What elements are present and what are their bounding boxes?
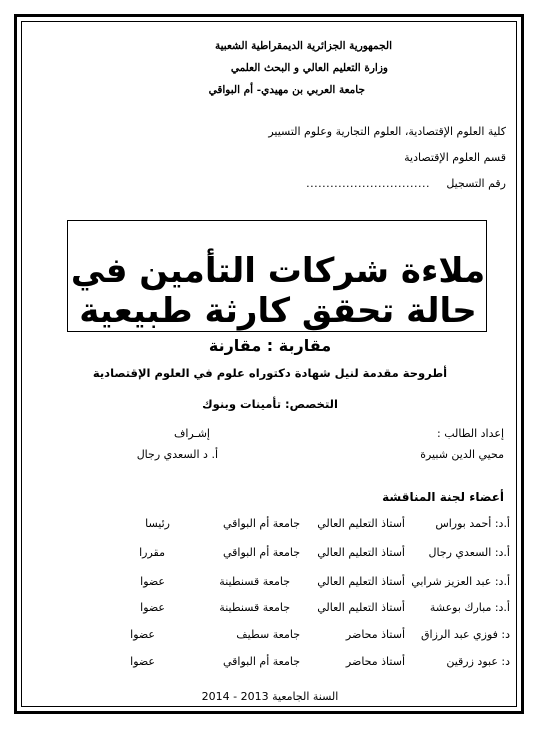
committee-row [70, 546, 510, 566]
supervisor-label: إشـراف [173, 427, 210, 440]
member-institution: جامعة أم البواقي [223, 655, 300, 668]
member-institution: جامعة قسنطينة [219, 601, 290, 614]
registration-label: رقم التسجيل [446, 177, 506, 190]
member-rank: أستاذ محاضر [345, 655, 405, 668]
member-name: أ.د: أحمد بوراس [435, 517, 510, 530]
committee-title: أعضاء لجنة المناقشة [382, 490, 504, 504]
member-role: عضوا [130, 628, 155, 641]
student-name: محيي الدين شبيرة [420, 448, 504, 461]
member-role: عضوا [140, 575, 165, 588]
member-name: أ.د: مبارك بوعشة [429, 601, 510, 614]
member-institution: جامعة أم البواقي [223, 546, 300, 559]
faculty-name: كلية العلوم الإقتصادية، العلوم التجارية وعلوم التسيير [268, 125, 506, 138]
member-name: د: فوزي عبد الرزاق [421, 628, 510, 641]
member-institution: جامعة قسنطينة [219, 575, 290, 588]
member-institution: جامعة سطيف [236, 628, 300, 641]
member-role: مقررا [139, 546, 165, 559]
department-name: قسم العلوم الإقتصادية [404, 151, 506, 164]
member-rank: أستاذ التعليم العالي [317, 517, 405, 530]
university-heading: جامعة العربي بن مهيدي- أم البواقي [208, 84, 365, 96]
committee-row [70, 601, 510, 621]
academic-year: السنة الجامعية 2013 - 2014 [201, 690, 339, 703]
member-rank: أستاذ التعليم العالي [317, 601, 405, 614]
committee-row [70, 655, 510, 675]
member-rank: أستاذ محاضر [345, 628, 405, 641]
title-box [67, 220, 487, 332]
registration-dots: ............................... [306, 177, 430, 190]
approach-subtitle: مقاربة : مقارنة [208, 336, 332, 355]
member-role: عضوا [130, 655, 155, 668]
committee-row [70, 517, 510, 537]
member-rank: أستاذ التعليم العالي [317, 575, 405, 588]
member-institution: جامعة أم البواقي [223, 517, 300, 530]
member-rank: أستاذ التعليم العالي [317, 546, 405, 559]
member-role: رئيسا [145, 517, 170, 530]
supervisor-name: أ. د السعدي رجال [136, 448, 218, 461]
member-name: أ.د: عبد العزيز شرابي [411, 575, 510, 588]
committee-row [70, 628, 510, 648]
member-name: د: عبود زرقين [446, 655, 510, 668]
member-role: عضوا [140, 601, 165, 614]
ministry-heading: وزارة التعليم العالي و البحث العلمي [230, 62, 388, 74]
committee-row [70, 575, 510, 595]
thesis-title: ملاءة شركات التأمين في حالة تحقق كارثة طبيعية [70, 251, 486, 331]
specialty: التخصص: تأمينات وبنوك [202, 397, 338, 411]
republic-heading: الجمهورية الجزائرية الديمقراطية الشعبية [214, 40, 392, 52]
student-label: إعداد الطالب : [437, 427, 504, 440]
thesis-purpose: أطروحة مقدمة لنيل شهادة دكتوراه علوم في العلوم الإقتصادية [92, 366, 448, 380]
member-name: أ.د: السعدي رجال [428, 546, 510, 559]
